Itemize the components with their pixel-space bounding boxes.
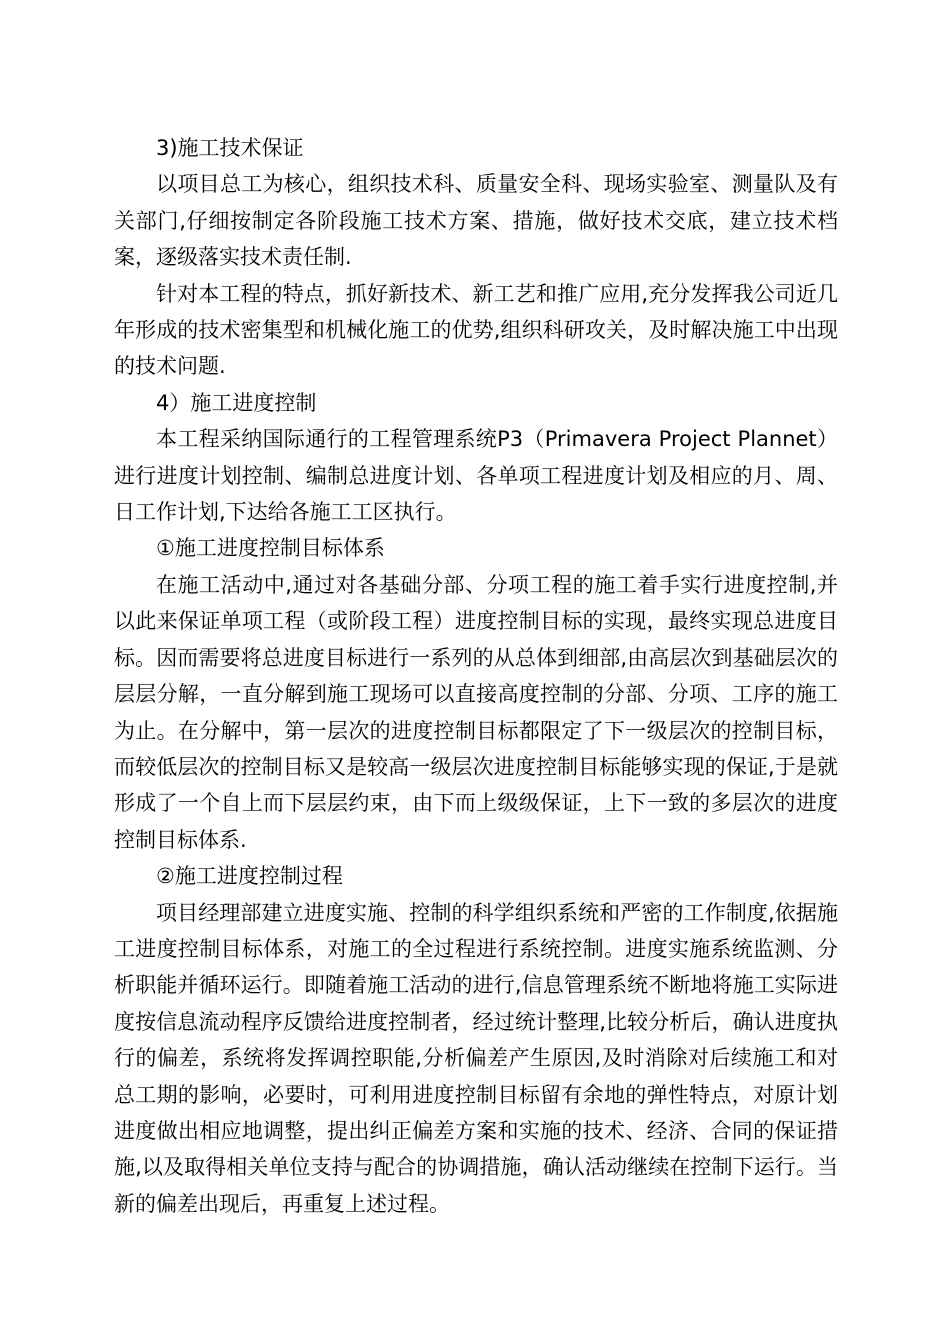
- document-body: [114, 130, 838, 1222]
- section-heading-construction-tech: 3)施工技术保证: [156, 136, 304, 160]
- subheading-control-process: ②施工进度控制过程: [156, 864, 343, 889]
- paragraph-new-technology: 针对本工程的特点，抓好新技术、新工艺和推广应用,充分发挥我公司近几年形成的技术密集型和机械化施工的优势,组织科研攻关，及时解决施工中出现的技术问题.: [114, 281, 838, 379]
- paragraph-tech-organization: 以项目总工为核心，组织技术科、质量安全科、现场实验室、测量队及有关部门,仔细按制定各阶段施工技术方案、措施，做好技术交底，建立技术档案，逐级落实技术责任制.: [114, 172, 838, 270]
- section-heading-schedule-control: 4）施工进度控制: [156, 390, 317, 415]
- subheading-target-system: ①施工进度控制目标体系: [156, 536, 385, 561]
- paragraph-p3-system: 本工程采纳国际通行的工程管理系统P3（Primavera Project Plannet）进行进度计划控制、编制总进度计划、各单项工程进度计划及相应的月、周、日工作计划,下达给各施工工区执行。: [114, 427, 838, 525]
- paragraph-control-process: 项目经理部建立进度实施、控制的科学组织系统和严密的工作制度,依据施工进度控制目标体系，对施工的全过程进行系统控制。进度实施系统监测、分析职能并循环运行。即随着施工活动的进行,信息管理系统不断地将施工实际进度按信息流动程序反馈给进度控制者，经过统计整理,比较分析后，确认进度执行的偏差，系统将发挥调控职能,分析偏差产生原因,及时消除对后续施工和对总工期的影响，必要时，可利用进度控制目标留有余地的弹性特点，对原计划进度做出相应地调整，提出纠正偏差方案和实施的技术、经济、合同的保证措施,以及取得相关单位支持与配合的协调措施，确认活动继续在控制下运行。当新的偏差出现后，再重复上述过程。: [114, 900, 838, 1216]
- paragraph-target-decomposition: 在施工活动中,通过对各基础分部、分项工程的施工着手实行进度控制,并以此来保证单项工程（或阶段工程）进度控制目标的实现，最终实现总进度目标。因而需要将总进度目标进行一系列的从总体到细部,由高层次到基础层次的层层分解，一直分解到施工现场可以直接高度控制的分部、分项、工序的施工为止。在分解中，第一层次的进度控制目标都限定了下一级层次的控制目标，而较低层次的控制目标又是较高一级层次进度控制目标能够实现的保证,于是就形成了一个自上而下层层约束，由下而上级级保证，上下一致的多层次的进度控制目标体系.: [114, 572, 838, 852]
